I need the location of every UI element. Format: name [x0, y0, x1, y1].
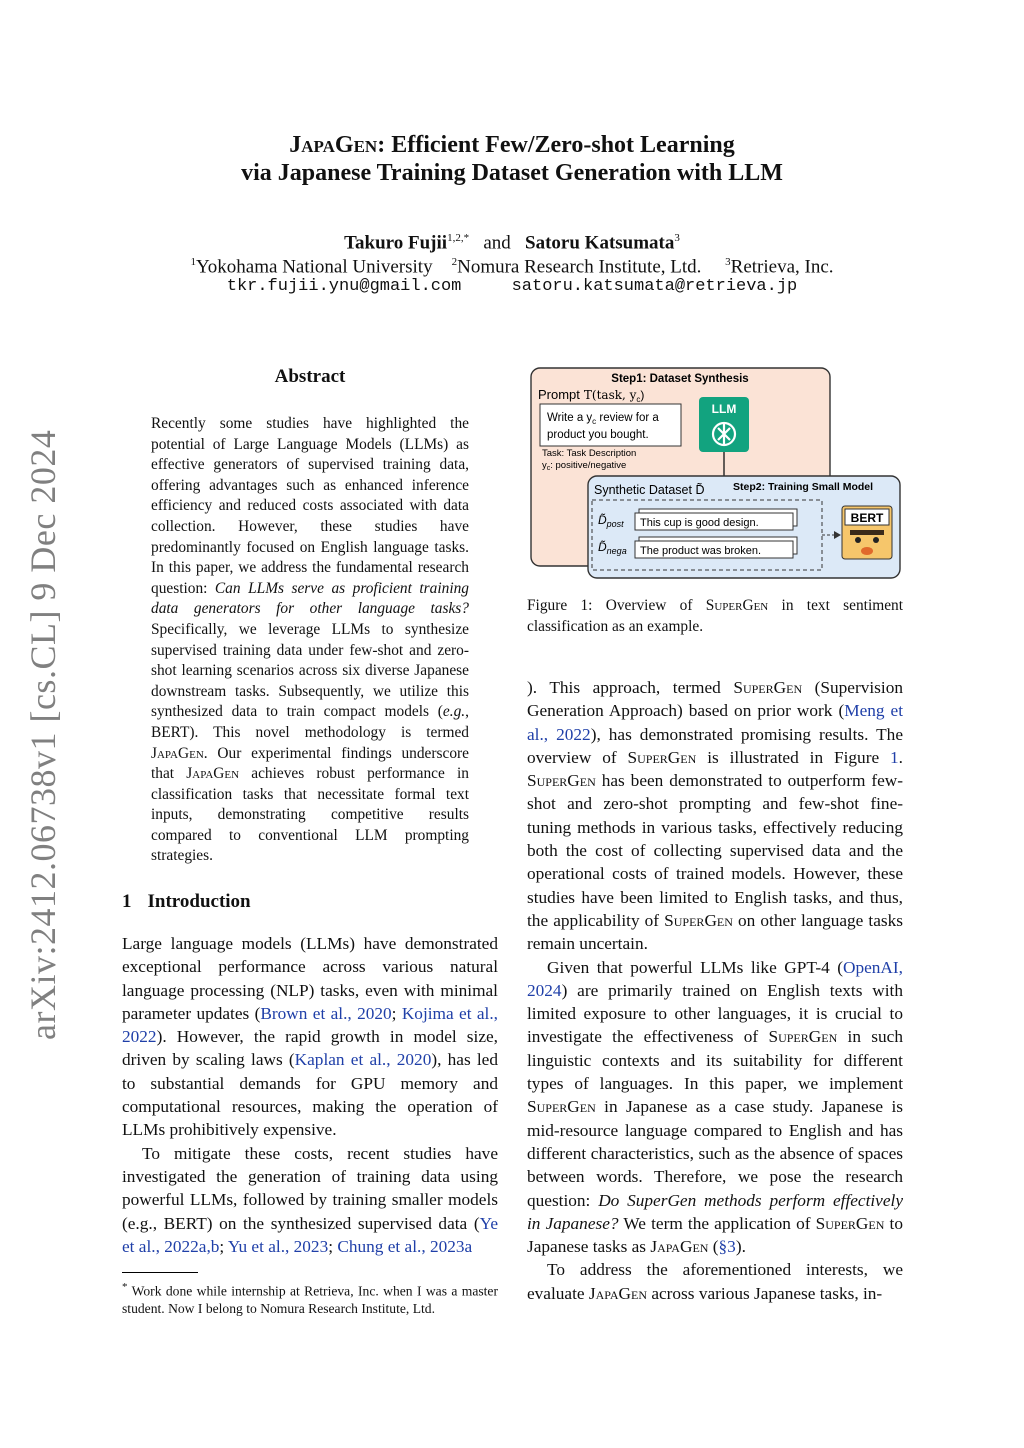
abstract-heading: Abstract	[274, 366, 346, 387]
prompt-close: )	[640, 388, 645, 402]
citation-ye[interactable]: Ye et al., 2022a,b	[122, 1213, 498, 1256]
text: We term the application of	[618, 1213, 816, 1233]
author-1: Takuro Fujii	[344, 232, 448, 254]
label-note: $y_c$: positive/negative	[542, 460, 627, 472]
text: across various Japanese tasks, in-	[647, 1283, 883, 1303]
intro-right-column	[527, 676, 903, 1305]
caption-name: SuperGen	[705, 597, 769, 614]
abstract-text-5: achieves robust performance in classification tasks that necessitate formal text inputs, demonstrating competitive results compared to conventional LLM prompting strategies.	[151, 765, 469, 865]
intro-paragraph-2-start	[122, 1142, 498, 1258]
abstract-text-1: Recently some studies have highlighted the potential of Large Language Models (LLMs) as effective generators of supervised training data, offering advantages such as enhanced inference efficiency and reduced costs associated with data collection. However, these studies have predominantly focused on English language tasks. In this paper, we address the fundamental research question:	[151, 415, 469, 597]
email-line	[0, 276, 1024, 298]
citation-chung[interactable]: Chung et al., 2023a	[337, 1236, 473, 1256]
text: ), has led to substantial demands for GPU memory and computational resources, making the operation of LLMs prohibitively expensive.	[122, 1050, 498, 1140]
d-post-symbol: $D̃_{post}$	[598, 513, 624, 529]
bert-label: BERT	[850, 511, 884, 525]
supergen-name: SuperGen	[815, 1213, 885, 1233]
abstract-method-2: JapaGen	[186, 765, 240, 783]
text: ). This approach, termed	[527, 678, 734, 697]
text: .	[898, 747, 903, 767]
d-nega-symbol: $D̃_{nega}$	[598, 540, 627, 556]
abstract-text-4: . Our experimental findings underscore that	[151, 744, 469, 783]
title-method-name: JapaGen	[289, 132, 378, 158]
text: ), has demonstrated promising results. The overview of	[527, 724, 903, 767]
intro-left-column	[122, 932, 498, 1258]
intro-paragraph-2-cont	[527, 676, 903, 956]
example-positive: This cup is good design.	[640, 517, 759, 529]
email-1[interactable]: tkr.fujii.ynu@gmail.com	[226, 277, 462, 296]
title-line1: : Efficient Few/Zero-shot Learning	[377, 132, 735, 158]
example-negative: The product was broken.	[640, 545, 762, 557]
section-number: 1	[122, 891, 132, 912]
text: ) are primarily trained on English texts with limited exposure to other languages, it is crucial to investigate the effectiveness of	[527, 980, 903, 1047]
email-2[interactable]: satoru.katsumata@retrieva.jp	[511, 277, 798, 296]
prompt-box-line1: Write a $y_c$ review for a	[547, 412, 659, 426]
aff-3: Retrieva, Inc.	[730, 256, 834, 278]
text: ;	[328, 1236, 338, 1256]
author-and: and	[483, 232, 511, 254]
supergen-name: SuperGen	[527, 771, 596, 791]
figure-reference[interactable]: 1	[890, 747, 899, 767]
prompt-label	[538, 387, 644, 404]
text: (Supervision Generation Approach) based on prior work (	[527, 678, 903, 721]
footnote-text: Work done while internship at Retrieva, Inc. when I was a master student. Now I belong to Nomura Research Institute, Ltd.	[122, 1283, 498, 1316]
prompt-word: Prompt	[538, 387, 580, 402]
japagen-name: JapaGen	[588, 1283, 647, 1303]
text: ). However, the rapid growth in model size, driven by scaling laws (	[122, 1027, 498, 1070]
caption-label: Figure 1:	[527, 597, 593, 614]
llm-label: LLM	[711, 402, 737, 416]
abstract-body	[151, 414, 469, 867]
aff-2: Nomura Research Institute, Ltd.	[457, 256, 702, 278]
footnote-mark: *	[122, 1281, 128, 1293]
caption-text: Overview of	[592, 597, 706, 614]
paper-title	[0, 131, 1024, 187]
section-title: Introduction	[147, 891, 251, 912]
prompt-box-line2: product you bought.	[547, 429, 649, 441]
abstract-text-2: Specifically, we leverage LLMs to synthesize supervised training data under few-shot and zero-shot learning scenarios across six diverse Japanese downstream tasks. Subsequently, we utilize this synthesized data to train compact models (	[151, 620, 469, 721]
citation-meng[interactable]: Meng et al., 2022	[527, 701, 904, 744]
text: is illustrated in Figure	[696, 747, 891, 767]
citation-kojima[interactable]: Kojima et al., 2022	[122, 1003, 498, 1047]
aff-1-sup: 1	[190, 256, 196, 268]
prompt-sub: c	[636, 395, 641, 404]
section-heading-introduction	[122, 891, 251, 913]
text: to Japanese tasks as	[527, 1213, 903, 1257]
abstract-question: Can LLMs serve as proficient training data generators for other language tasks?	[151, 579, 469, 618]
figure-1-caption	[527, 595, 903, 637]
abstract-text-3: , BERT). This novel methodology is termed	[151, 703, 469, 741]
supergen-name: SuperGen	[527, 1097, 596, 1117]
citation-brown[interactable]: Brown et al., 2020	[260, 1003, 392, 1023]
text: (	[708, 1237, 719, 1257]
step1-label: Step1: Dataset Synthesis	[611, 373, 749, 385]
text: Given that powerful LLMs like GPT-4 (	[547, 957, 843, 977]
footnote	[122, 1279, 498, 1317]
supergen-name: SuperGen	[768, 1027, 838, 1047]
citation-kaplan[interactable]: Kaplan et al., 2020	[294, 1050, 432, 1070]
intro-paragraph-4	[527, 1258, 903, 1305]
bert-character-icon	[842, 506, 892, 559]
caption-text: in text sentiment classification as an example.	[527, 597, 903, 635]
abstract-method-1: JapaGen	[151, 744, 204, 762]
abstract-eg: e.g.	[442, 703, 466, 721]
author-2: Satoru Katsumata	[525, 232, 675, 254]
text: ;	[219, 1236, 228, 1256]
text: in such linguistic contexts and its suitability for different types of languages. In this paper, we implement	[527, 1027, 903, 1094]
prompt-symbol: T(task, y	[583, 388, 637, 402]
text: on other language tasks remain uncertain.	[527, 910, 903, 954]
supergen-name: SuperGen	[627, 747, 697, 767]
figure-1-diagram	[528, 366, 904, 584]
footnote-rule	[122, 1272, 198, 1273]
text: ;	[391, 1003, 402, 1023]
research-question: Do SuperGen methods perform effectively in Japanese?	[527, 1190, 903, 1233]
supergen-name: SuperGen	[733, 678, 803, 697]
citation-yu[interactable]: Yu et al., 2023	[227, 1236, 329, 1256]
supergen-name: SuperGen	[664, 910, 733, 930]
citation-openai[interactable]: OpenAI, 2024	[527, 957, 903, 1000]
intro-paragraph-3	[527, 956, 903, 1259]
aff-2-sup: 2	[451, 256, 458, 268]
text: To address the aforementioned interests, we evaluate	[527, 1260, 903, 1303]
text: ).	[735, 1237, 746, 1257]
text: Large language models (LLMs) have demonstrated exceptional performance across various natural language processing (NLP) tasks, even with minimal parameter updates (	[122, 934, 498, 1023]
arxiv-sidebar: arXiv:2412.06738v1 [cs.CL] 9 Dec 2024	[23, 429, 63, 1040]
task-note: Task: Task Description	[542, 448, 637, 459]
text: has been demonstrated to outperform few-shot and zero-shot prompting and few-shot fine-tuning methods in various tasks, effectively reducing both the cost of collecting supervised data and the operational costs of trained models. However, these studies have been limited to English tasks, and thus, the applicability of	[527, 771, 903, 930]
japagen-name: JapaGen	[650, 1237, 709, 1257]
step2-label: Step2: Training Small Model	[733, 481, 874, 493]
aff-1: Yokohama National University	[195, 256, 433, 278]
author-1-sup: 1,2,*	[447, 232, 470, 244]
affiliation-line	[0, 250, 1024, 279]
title-line2: via Japanese Training Dataset Generation with LLM	[241, 160, 783, 186]
author-2-sup: 3	[674, 232, 680, 244]
synthetic-dataset-label: Synthetic Dataset D̃	[594, 483, 705, 497]
aff-3-sup: 3	[725, 256, 731, 268]
text: To mitigate these costs, recent studies have investigated the generation of training data using powerful LLMs, followed by training smaller models (e.g., BERT) on the synthesized supervised data (	[122, 1143, 498, 1233]
text: in Japanese as a case study. Japanese is mid-resource language compared to English and has different characteristics, such as the absence of spaces between words. Therefore, we pose the research question:	[527, 1097, 903, 1210]
intro-paragraph-1	[122, 932, 498, 1142]
section-reference[interactable]: §3	[718, 1237, 736, 1257]
